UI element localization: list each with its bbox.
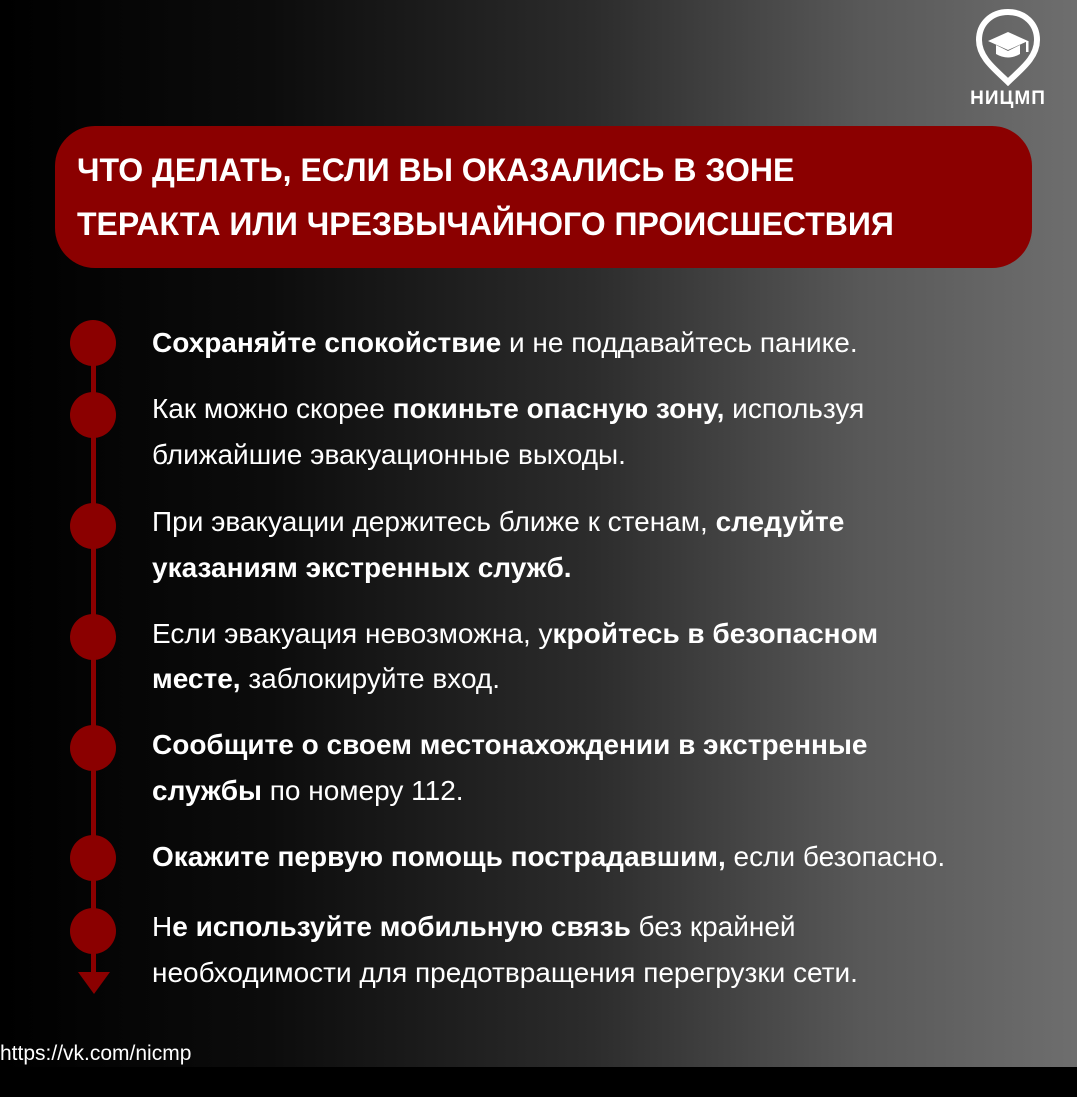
bold-text: следуйте <box>715 506 845 537</box>
text: если безопасно. <box>725 841 946 872</box>
title-line-1: ЧТО ДЕЛАТЬ, ЕСЛИ ВЫ ОКАЗАЛИСЬ В ЗОНЕ <box>77 152 795 188</box>
advice-item-line <box>152 768 464 813</box>
advice-item-line <box>152 722 867 767</box>
text: Если эвакуация невозможна, у <box>152 618 553 649</box>
bold-text: покиньте опасную зону, <box>392 393 725 424</box>
title-line-2: ТЕРАКТА ИЛИ ЧРЕЗВЫЧАЙНОГО ПРОИСШЕСТВИЯ <box>77 206 894 242</box>
timeline-dot <box>70 392 116 438</box>
text: без крайней <box>630 911 796 942</box>
text: При эвакуации держитесь ближе к стенам, <box>152 506 716 537</box>
advice-item-line <box>152 834 945 879</box>
advice-item-line <box>152 386 864 431</box>
advice-item-line <box>152 611 878 656</box>
text: и не поддавайтесь панике. <box>501 327 858 358</box>
bold-text: Сообщите о своем местонахождении в экстренные <box>152 729 868 760</box>
text: необходимости для предотвращения перегрузки сети. <box>152 957 858 988</box>
bottom-strip <box>0 1067 1077 1097</box>
bold-text: указаниям экстренных служб. <box>152 552 572 583</box>
timeline-dot <box>70 503 116 549</box>
title-banner <box>55 126 1032 268</box>
text: ближайшие эвакуационные выходы. <box>152 439 626 470</box>
bold-text: Окажите первую помощь пострадавшим, <box>152 841 726 872</box>
text: по номеру 112. <box>261 775 464 806</box>
footer-url: https://vk.com/nicmp <box>0 1042 192 1065</box>
bold-text: месте, <box>152 663 241 694</box>
text: используя <box>724 393 865 424</box>
advice-item-line <box>152 545 572 590</box>
graduation-cap-pin-icon <box>974 8 1042 86</box>
text: Н <box>152 911 173 942</box>
logo-text: НИЦМП <box>970 88 1046 109</box>
text: Как можно скорее <box>152 393 393 424</box>
bold-text: е используйте мобильную связь <box>172 911 631 942</box>
advice-item-line <box>152 432 626 477</box>
advice-item-line <box>152 320 858 365</box>
advice-item-line <box>152 904 796 949</box>
logo <box>958 8 1058 114</box>
timeline-dot <box>70 835 116 881</box>
advice-item-line <box>152 656 500 701</box>
timeline-arrow-icon <box>78 972 110 994</box>
timeline <box>68 320 120 1000</box>
timeline-dot <box>70 725 116 771</box>
timeline-dot <box>70 320 116 366</box>
advice-item-line <box>152 950 858 995</box>
advice-item-line <box>152 499 844 544</box>
timeline-dot <box>70 614 116 660</box>
bold-text: службы <box>152 775 262 806</box>
timeline-dot <box>70 908 116 954</box>
bold-text: Сохраняйте спокойствие <box>152 327 502 358</box>
text: заблокируйте вход. <box>240 663 501 694</box>
bold-text: кройтесь в безопасном <box>552 618 879 649</box>
